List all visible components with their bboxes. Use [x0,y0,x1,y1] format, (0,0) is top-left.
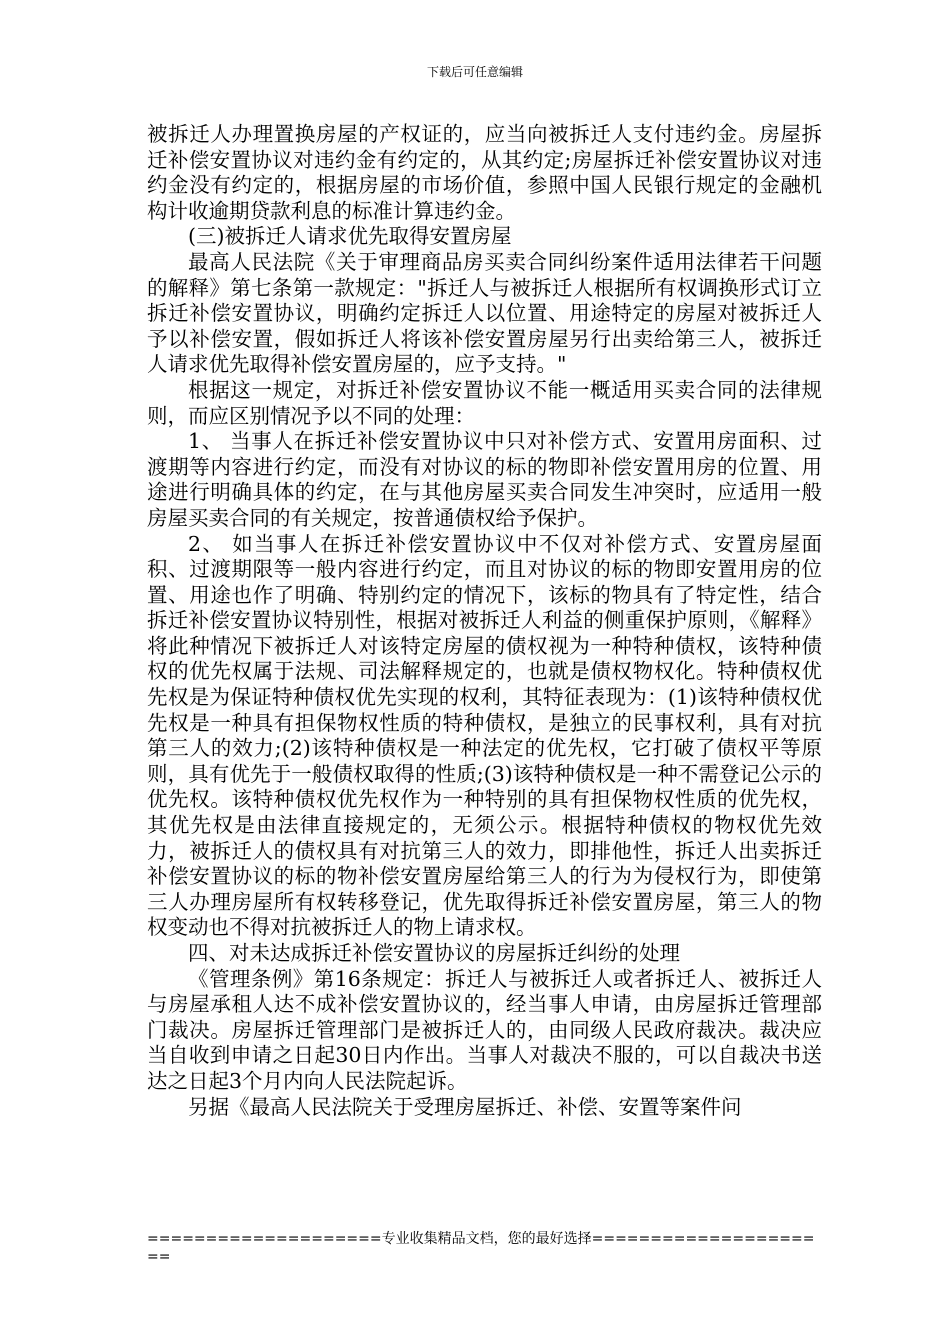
paragraph: 《管理条例》第16条规定：拆迁人与被拆迁人或者拆迁人、被拆迁人与房屋承租人达不成补偿安置协议的，经当事人申请，由房屋拆迁管理部门裁决。房屋拆迁管理部门是被拆迁人的，由同级人民政府裁决。裁决应当自收到申请之日起30日内作出。当事人对裁决不服的，可以自裁决书送达之日起3个月内向人民法院起诉。 [147,966,822,1093]
list-item: 2、 如当事人在拆迁补偿安置协议中不仅对补偿方式、安置房屋面积、过渡期限等一般内容进行约定，而且对协议的标的物即安置用房的位置、用途也作了明确、特别约定的情况下，该标的物具有了特定性，结合拆迁补偿安置协议特别性，根据对被拆迁人利益的侧重保护原则，《解释》将此种情况下被拆迁人对该特定房屋的债权视为一种特种债权，该特种债权的优先权属于法规、司法解释规定的，也就是债权物权化。特种债权优先权是为保证特种债权优先实现的权利，其特征表现为：(1)该特种债权优先权是一种具有担保物权性质的特种债权，是独立的民事权利，具有对抗第三人的效力;(2)该特种债权是一种法定的优先权，它打破了债权平等原则，具有优先于一般债权取得的性质;(3)该特种债权是一种不需登记公示的优先权。该特种债权优先权作为一种特别的具有担保物权性质的优先权，其优先权是由法律直接规定的，无须公示。根据特种债权的物权优先效力，被拆迁人的债权具有对抗第三人的效力，即排他性，拆迁人出卖拆迁补偿安置协议的标的物补偿安置房屋给第三人的行为为侵权行为，即使第三人办理房屋所有权转移登记，优先取得拆迁补偿安置房屋，第三人的物权变动也不得对抗被拆迁人的物上请求权。 [147,531,822,940]
paragraph: 最高人民法院《关于审理商品房买卖合同纠纷案件适用法律若干问题的解释》第七条第一款规定："拆迁人与被拆迁人根据所有权调换形式订立拆迁补偿安置协议，明确约定拆迁人以位置、用途特定的房屋对被拆迁人予以补偿安置，假如拆迁人将该补偿安置房屋另行出卖给第三人，被拆迁人请求优先取得补偿安置房屋的，应予支持。" [147,249,822,377]
document-body [147,122,822,1120]
paragraph: 被拆迁人办理置换房屋的产权证的，应当向被拆迁人支付违约金。房屋拆迁补偿安置协议对违约金有约定的，从其约定;房屋拆迁补偿安置协议对违约金没有约定的，根据房屋的市场价值，参照中国人民银行规定的金融机构计收逾期贷款利息的标准计算违约金。 [147,122,822,223]
list-item: 1、 当事人在拆迁补偿安置协议中只对补偿方式、安置用房面积、过渡期等内容进行约定，而没有对协议的标的物即补偿安置用房的位置、用途进行明确具体的约定，在与其他房屋买卖合同发生冲突时，应适用一般房屋买卖合同的有关规定，按普通债权给予保护。 [147,429,822,530]
section-heading: 四、对未达成拆迁补偿安置协议的房屋拆迁纠纷的处理 [188,941,680,965]
page-footer: ====================专业收集精品文档，您的最好选择===================== [147,1231,815,1265]
section-heading: (三)被拆迁人请求优先取得安置房屋 [188,224,512,249]
paragraph: 另据《最高人民法院关于受理房屋拆迁、补偿、安置等案件问 [188,1094,742,1119]
paragraph: 根据这一规定，对拆迁补偿安置协议不能一概适用买卖合同的法律规则，而应区别情况予以不同的处理： [147,377,822,428]
page-header: 下载后可任意编辑 [426,65,523,79]
